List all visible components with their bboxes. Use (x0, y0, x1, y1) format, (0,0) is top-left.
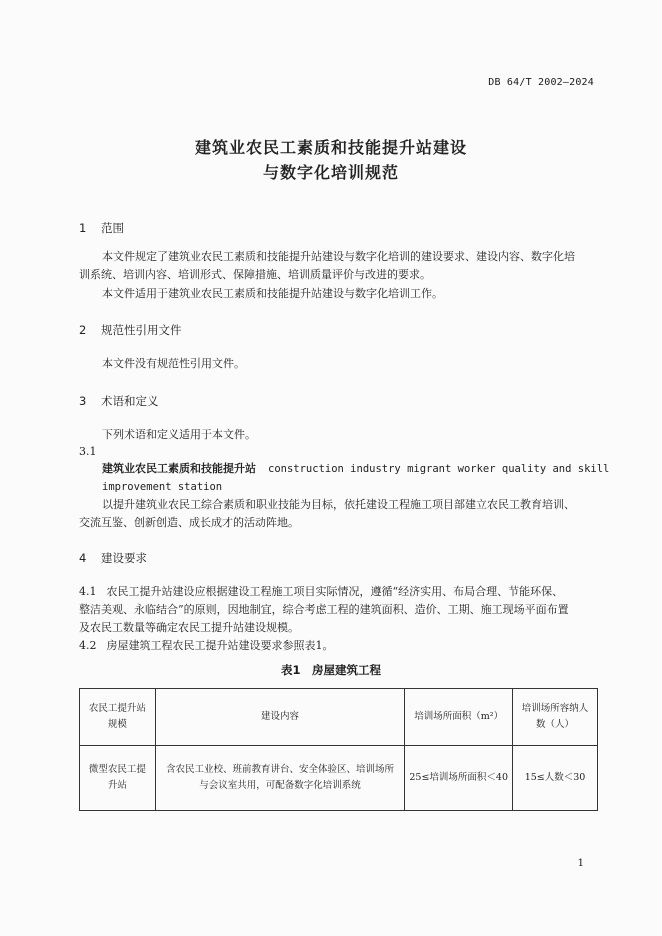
term-definition-line1: 以提升建筑业农民工综合素质和职业技能为目标，依托建设工程施工项目部建立农民工教育培训、 (102, 498, 575, 511)
header-cell-capacity: 培训场所容纳人 数（人） (513, 689, 598, 746)
clause-text: 房屋建筑工程农民工提升站建设要求参照表1。 (106, 639, 334, 652)
clause-4-1-line1 (79, 583, 563, 601)
section-title: 规范性引用文件 (101, 323, 182, 337)
cell-scale: 微型农民工提 升站 (80, 746, 156, 811)
section-title: 范围 (101, 221, 124, 235)
section-number: 1 (79, 221, 87, 235)
section-number: 4 (79, 551, 87, 565)
cell-content: 含农民工业校、班前教育讲台、安全体验区、培训场所 与会议室共用，可配备数字化培训系统 (155, 746, 404, 811)
standard-number: DB 64/T 2002—2024 (488, 77, 594, 88)
table-header-row (80, 689, 598, 746)
clause-number: 4.2 (79, 639, 97, 652)
doc-title-line2: 与数字化培训规范 (262, 163, 399, 182)
sec1-para1-line2: 训系统、培训内容、培训形式、保障措施、培训质量评价与改进的要求。 (79, 268, 431, 281)
term-chinese: 建筑业农民工素质和技能提升站 (102, 462, 256, 475)
sec2-para1: 本文件没有规范性引用文件。 (102, 357, 245, 370)
cell-capacity: 15≤人数＜30 (513, 746, 598, 811)
table-row (80, 746, 598, 811)
clause-4-2 (79, 637, 334, 655)
sec1-para2: 本文件适用于建筑业农民工素质和技能提升站建设与数字化培训工作。 (102, 287, 443, 300)
sec3-para1: 下列术语和定义适用于本文件。 (102, 428, 256, 441)
page-number: 1 (577, 858, 584, 869)
section-title: 建设要求 (101, 551, 147, 565)
header-cell-scale: 农民工提升站 规模 (80, 689, 156, 746)
doc-title-line1: 建筑业农民工素质和技能提升站建设 (194, 138, 467, 157)
section-number: 2 (79, 323, 87, 337)
header-cell-content: 建设内容 (155, 689, 404, 746)
clause-text: 农民工提升站建设应根据建设工程施工项目实际情况，遵循“经济实用、布局合理、节能环保、 (106, 585, 564, 598)
section-4-heading (79, 550, 147, 566)
clause-4-1-line3: 及农民工数量等确定农民工提升站建设规模。 (79, 621, 299, 634)
section-2-heading (79, 322, 182, 338)
sec1-para1-line1: 本文件规定了建筑业农民工素质和技能提升站建设与数字化培训的建设要求、建设内容、数字化培 (102, 250, 575, 263)
section-number: 3 (79, 394, 87, 408)
term-number: 3.1 (79, 445, 97, 458)
term-english-line1: construction industry migrant worker quality and skill (268, 463, 610, 475)
clause-4-1-line2: 整洁美观、永临结合”的原则，因地制宜，综合考虑工程的建筑面积、造价、工期、施工现场平面布置 (79, 603, 569, 616)
section-3-heading (79, 393, 159, 409)
term-entry (102, 460, 609, 478)
clause-number: 4.1 (79, 585, 97, 598)
section-1-heading (79, 220, 124, 236)
requirements-table (79, 688, 598, 811)
section-title: 术语和定义 (101, 394, 159, 408)
term-english-line2: improvement station (102, 481, 223, 493)
term-definition-line2: 交流互鉴、创新创造、成长成才的活动阵地。 (79, 516, 299, 529)
table-caption: 表1 房屋建筑工程 (280, 663, 381, 677)
header-cell-area: 培训场所面积（m²） (405, 689, 513, 746)
cell-area: 25≤培训场所面积＜40 (405, 746, 513, 811)
